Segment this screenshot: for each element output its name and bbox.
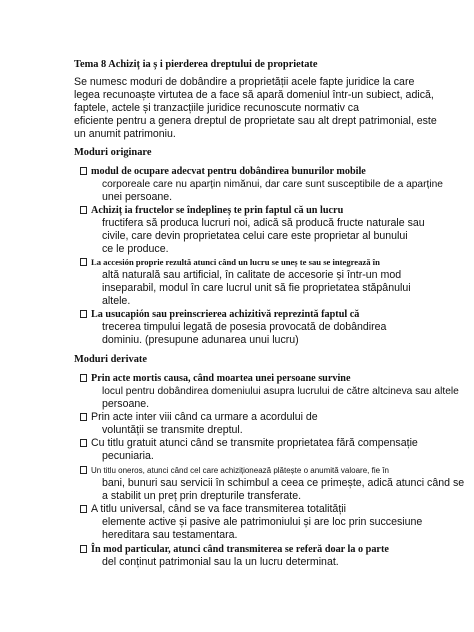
item-heading: Prin acte mortis causa, când moartea unei persoane survine xyxy=(91,373,351,384)
checkbox-icon xyxy=(80,374,87,382)
list-item-head xyxy=(80,464,389,477)
list-item-body: hereditara sau testamentara. xyxy=(102,529,238,541)
intro-line: Se numesc moduri de dobândire a proprietății acele fapte juridice la care xyxy=(74,76,415,88)
list-item-body: persoane. xyxy=(102,398,150,410)
checkbox-icon xyxy=(80,167,87,175)
list-item-body: altele. xyxy=(102,295,131,307)
checkbox-icon xyxy=(80,466,87,474)
list-item-head xyxy=(80,543,389,556)
list-item-head xyxy=(80,204,343,217)
intro-line: legea recunoaște virtutea de a face să apară domeniul într-un subiect, adică, xyxy=(74,89,434,101)
item-heading: modul de ocupare adecvat pentru dobândirea bunurilor mobile xyxy=(91,166,366,177)
checkbox-icon xyxy=(80,310,87,318)
checkbox-icon xyxy=(80,413,87,421)
checkbox-icon xyxy=(80,206,87,214)
item-heading: Un titlu oneros, atunci când cel care achiziționează plătește o anumită valoare, fie în xyxy=(91,466,389,475)
list-item-body: inseparabil, modul în care lucrul unit să fie proprietatea stăpânului xyxy=(102,282,411,294)
list-item-body: del conținut patrimonial sau la un lucru determinat. xyxy=(102,556,339,568)
item-heading: Achiziț ia fructelor se îndeplineș te prin faptul că un lucru xyxy=(91,205,344,216)
list-item-head xyxy=(80,308,359,321)
list-item-body: trecerea timpului legată de posesia provocată de dobândirea xyxy=(102,321,387,333)
list-item-body: bani, bunuri sau servicii în schimbul a ceea ce primește, adică atunci când se xyxy=(102,477,465,489)
list-item-body: fructifera să produca lucruri noi, adică să producă fructe naturale sau xyxy=(102,217,425,229)
item-heading: Prin acte inter viii când ca urmare a acordului de xyxy=(91,411,318,423)
list-item-body: voluntății se transmite dreptul. xyxy=(102,424,243,436)
document-title: Tema 8 Achiziț ia ș i pierderea dreptului de proprietate xyxy=(74,59,318,70)
item-heading: A titlu universal, când se va face transmiterea totalității xyxy=(91,503,346,515)
intro-line: eficiente pentru a genera dreptul de proprietate sau alt drept patrimonial, este xyxy=(74,115,437,127)
list-item-body: unei persoane. xyxy=(102,191,173,203)
list-item-head xyxy=(80,256,380,269)
list-item-head xyxy=(80,411,318,424)
list-item-body: dominiu. (presupune adunarea unui lucru) xyxy=(102,334,299,346)
list-item-head xyxy=(80,165,366,178)
item-heading: La accesión proprie rezultă atunci când un lucru se uneș te sau se integrează în xyxy=(91,257,380,267)
item-heading: Cu titlu gratuit atunci când se transmite proprietatea fără compensație xyxy=(91,437,418,449)
checkbox-icon xyxy=(80,505,87,513)
intro-line: un anumit patrimoniu. xyxy=(74,128,176,140)
list-item-body: corporeale care nu aparțin nimănui, dar care sunt susceptibile de a aparține xyxy=(102,179,443,190)
list-item-head xyxy=(80,503,346,516)
list-item-body: pecuniaria. xyxy=(102,450,154,462)
intro-line: faptele, actele și tranzacțiile juridice recunoscute normativ ca xyxy=(74,102,359,114)
list-item-body: civile, care devin proprietatea celui care este proprietar al bunului xyxy=(102,230,408,242)
list-item-head xyxy=(80,437,418,450)
checkbox-icon xyxy=(80,258,87,266)
item-heading: În mod particular, atunci când transmiterea se referă doar la o parte xyxy=(91,544,389,555)
section-heading-derivate: Moduri derivate xyxy=(74,354,148,365)
section-heading-originare: Moduri originare xyxy=(74,147,152,158)
list-item-body: ce le produce. xyxy=(102,243,169,255)
checkbox-icon xyxy=(80,545,87,553)
list-item-body: altă naturală sau artificial, în calitate de accesorie și într-un mod xyxy=(102,269,402,281)
list-item-body: elemente active și pasive ale patrimoniului și are loc prin succesiune xyxy=(102,516,423,528)
list-item-head xyxy=(80,372,350,385)
item-heading: La usucapión sau preinscrierea achizitivă reprezintă faptul că xyxy=(91,309,360,320)
checkbox-icon xyxy=(80,439,87,447)
list-item-body: a stabilit un preț prin drepturile transferate. xyxy=(102,490,302,502)
list-item-body: locul pentru dobândirea domeniului asupra lucrului de către altcineva sau altele xyxy=(102,386,459,397)
